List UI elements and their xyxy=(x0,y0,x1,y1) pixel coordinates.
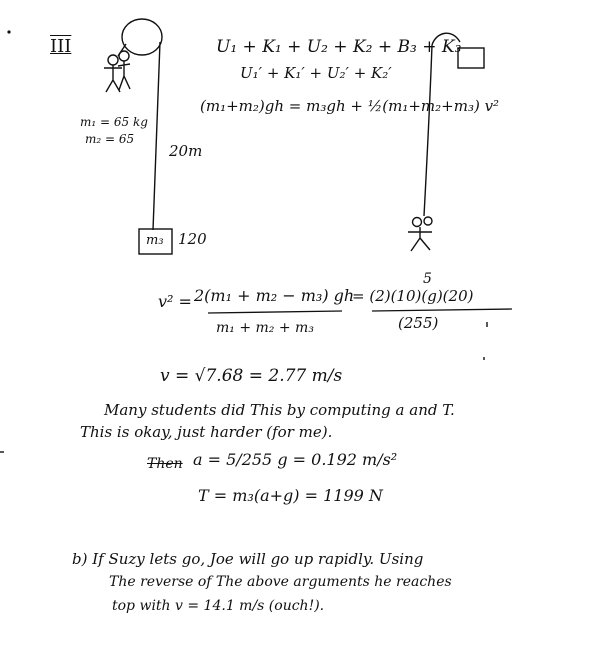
acceleration-equation: a = 5/255 g = 0.192 m/s² xyxy=(193,450,398,469)
pen-dot xyxy=(7,30,10,33)
left-pulley-icon xyxy=(122,19,162,55)
block-label-m3: m₃ xyxy=(146,233,164,248)
mass-label-m1: m₁ = 65 kg xyxy=(80,115,148,129)
subst-correction: 5 xyxy=(423,271,432,287)
part-b-line-1: b) If Suzy lets go, Joe will go up rapidly. Using xyxy=(72,550,424,568)
tension-equation: T = m₃(a+g) = 1199 N xyxy=(198,486,383,505)
block-mass-label: 120 xyxy=(178,230,207,248)
right-pulley-sketch xyxy=(408,33,484,251)
v-result: v = √7.68 = 2.77 m/s xyxy=(160,366,343,386)
v-squared-numerator: 2(m₁ + m₂ − m₃) gh xyxy=(194,286,355,305)
mass-label-m2: m₂ = 65 xyxy=(85,132,135,146)
note-line-1: Many students did This by computing a and T. xyxy=(104,401,455,419)
subst-numerator: = (2)(10)(g)(20) xyxy=(352,287,474,305)
left-rope-to-block xyxy=(153,42,160,230)
part-b-line-3: top with v = 14.1 m/s (ouch!). xyxy=(112,598,325,614)
energy-equation-initial: U₁ + K₁ + U₂ + K₂ + B₃ + K₃ xyxy=(216,37,462,57)
person-icon-2 xyxy=(118,51,130,90)
height-label: 20m xyxy=(169,142,203,160)
note-line-2: This is okay, just harder (for me). xyxy=(80,423,333,441)
energy-equation-combined: (m₁+m₂)gh = m₃gh + ½(m₁+m₂+m₃) v² xyxy=(200,97,500,115)
subst-denominator: (255) xyxy=(398,314,439,332)
person-icon-3 xyxy=(408,217,432,251)
energy-equation-final: U₁′ + K₁′ + U₂′ + K₂′ xyxy=(240,64,392,82)
then-label: Then xyxy=(147,456,183,472)
right-rope xyxy=(424,45,432,216)
v-squared-lhs: v² = xyxy=(158,292,192,311)
person-icon-1 xyxy=(104,55,122,92)
v-squared-denominator: m₁ + m₂ + m₃ xyxy=(216,320,314,336)
part-b-line-2: The reverse of The above arguments he reaches xyxy=(109,574,452,590)
right-block-icon xyxy=(458,48,484,68)
problem-number: III xyxy=(50,36,72,57)
